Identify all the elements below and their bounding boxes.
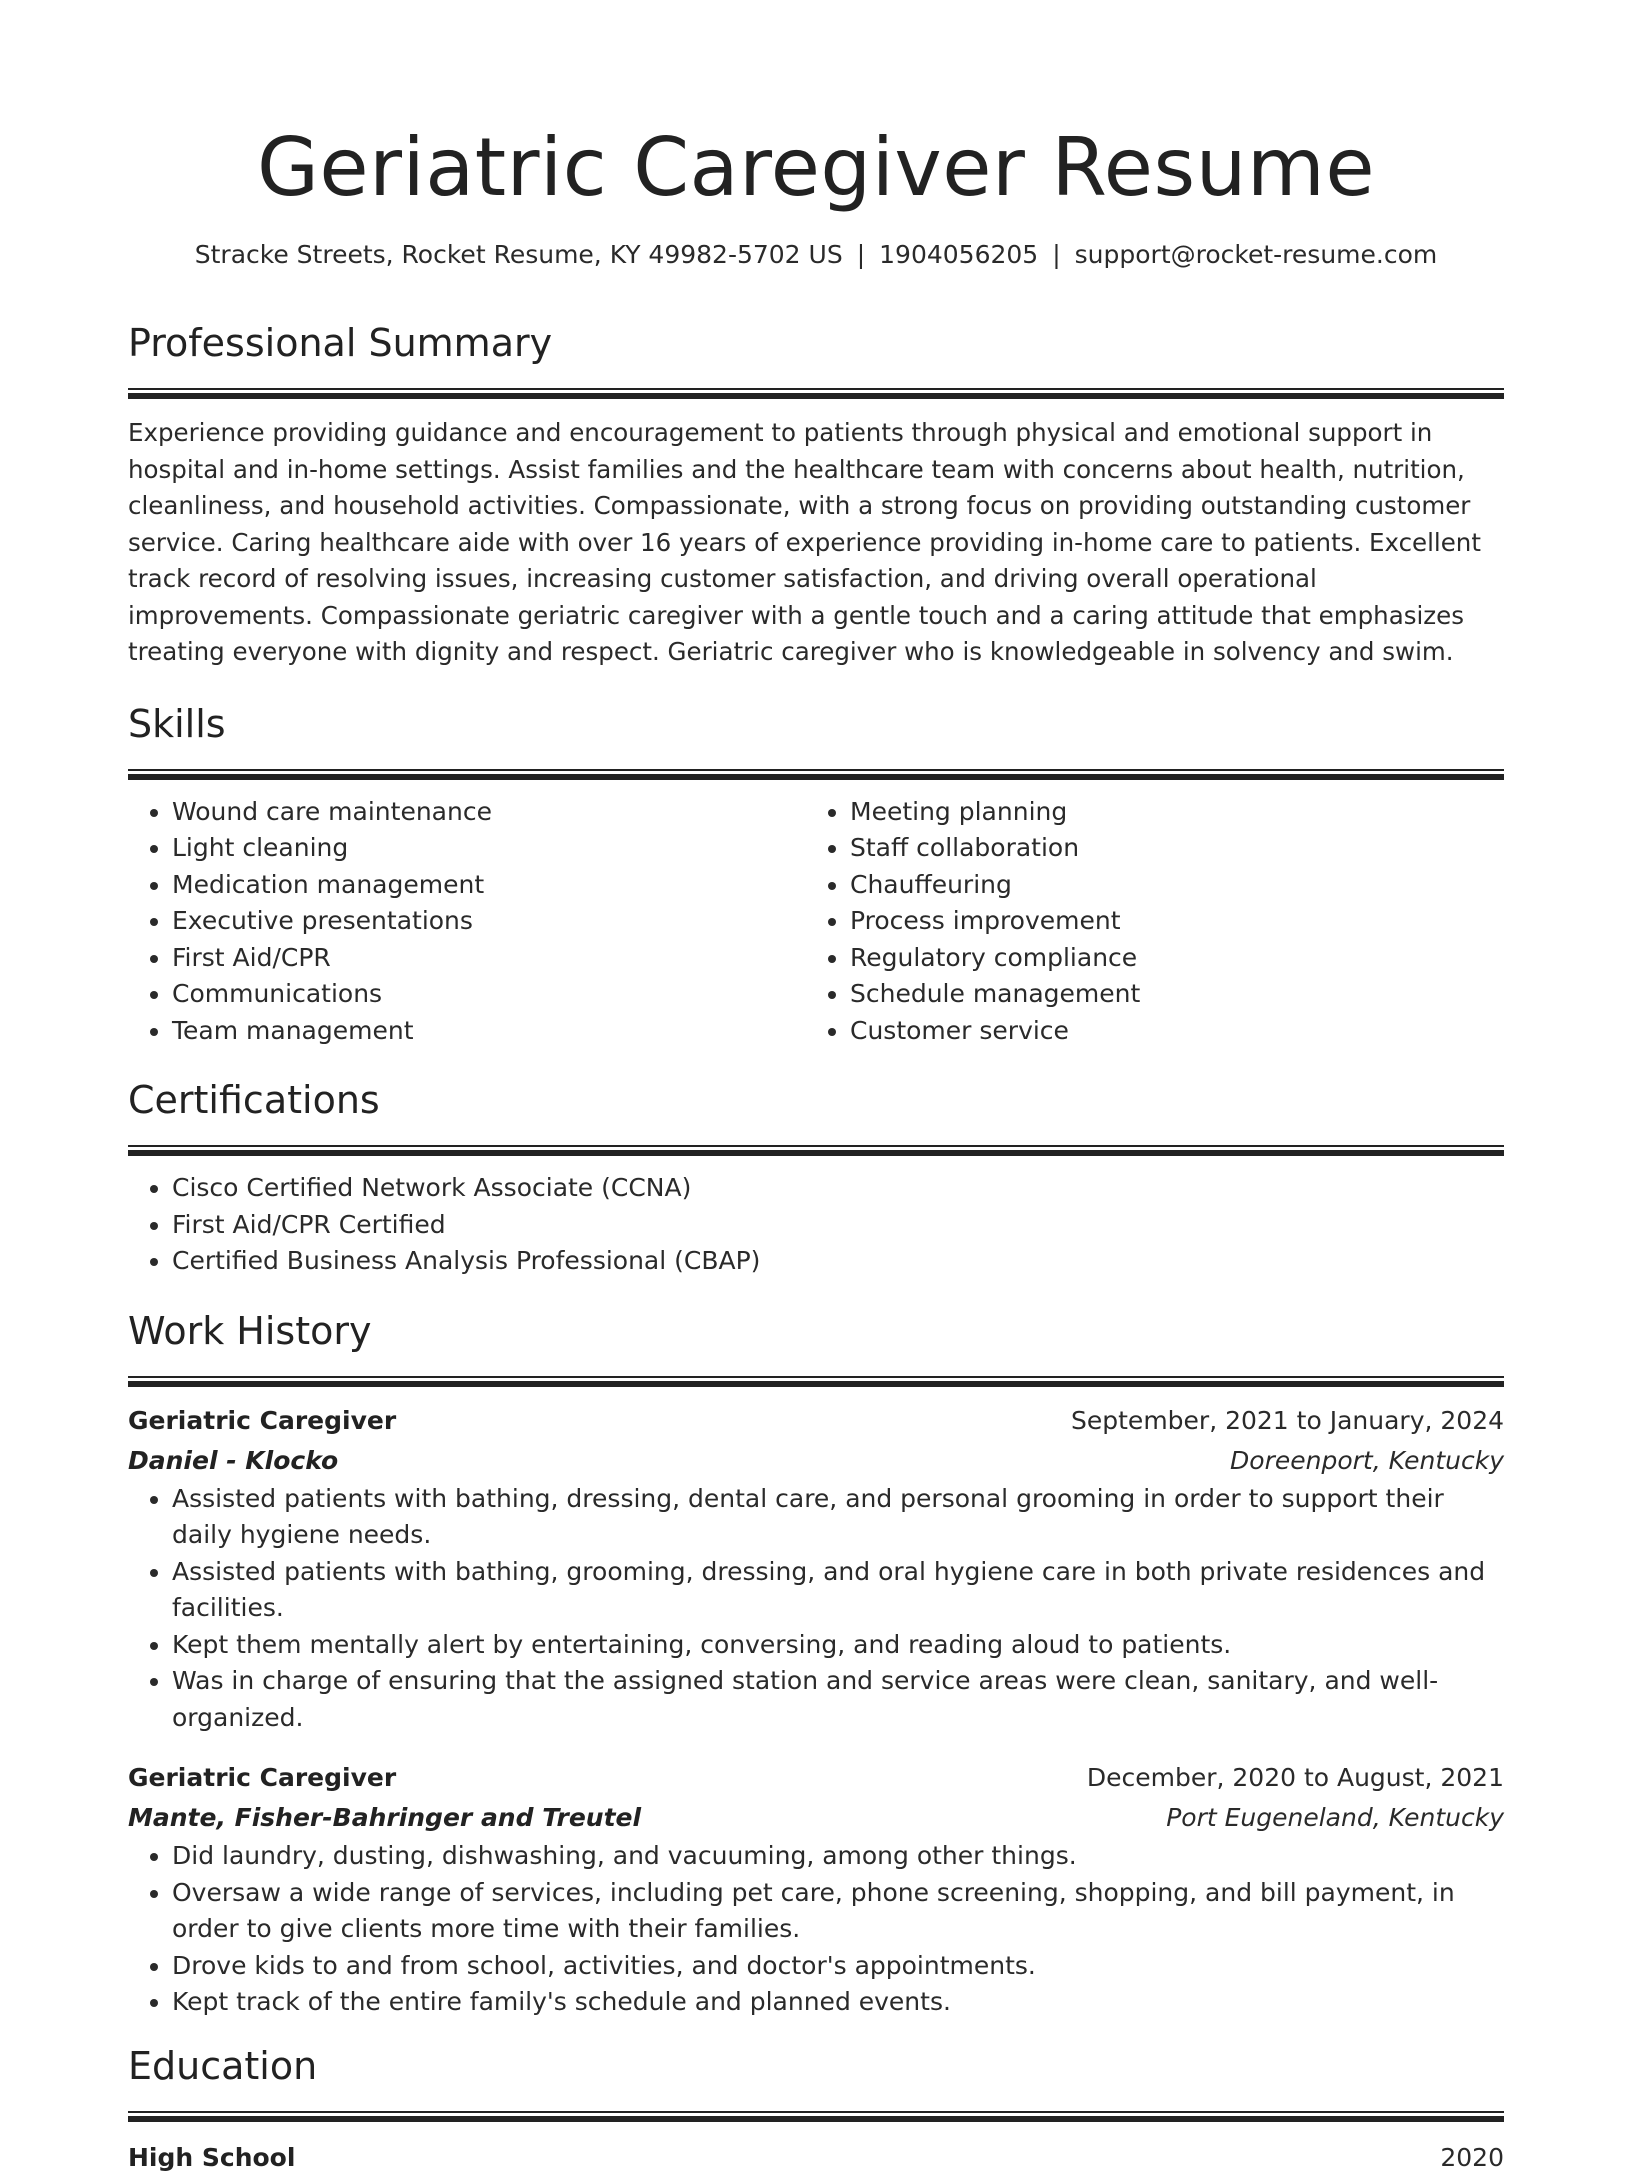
contact-email: support@rocket-resume.com [1074,240,1438,269]
job-bullet: • Oversaw a wide range of services, including pet care, phone screening, shopping, and bill payment, in order to give clients more time with their families. [172,1875,1504,1948]
skill-item: • Regulatory compliance [850,940,1484,977]
certifications-section [128,1077,1504,1280]
skill-item: • Chauffeuring [850,867,1484,904]
skill-item: • Schedule management [850,976,1484,1013]
skills-grid [128,794,1504,1050]
section-title-work-history: Work History [128,1308,372,1353]
section-divider [128,388,1504,399]
job-entry [128,1758,1504,2021]
job-bullet: • Assisted patients with bathing, grooming, dressing, and oral hygiene care in both private residences and facilities. [172,1554,1504,1627]
job-entry [128,1401,1504,1737]
job-location: Port Eugeneland, Kentucky [1166,1803,1504,1832]
resume-title: Geriatric Caregiver Resume [256,121,1376,214]
job-bullets [128,1481,1504,1737]
contact-phone: 1904056205 [879,240,1039,269]
certification-item: • First Aid/CPR Certified [172,1207,1504,1244]
job-company-row [128,1798,1504,1838]
section-title-summary: Professional Summary [128,321,553,365]
education-section [128,2043,1504,2178]
skill-item: • Process improvement [850,903,1484,940]
section-divider [128,1145,1504,1156]
education-row [128,2138,1504,2178]
job-location: Doreenport, Kentucky [1230,1445,1504,1475]
skill-item: • Customer service [850,1013,1484,1050]
section-divider [128,1376,1504,1387]
job-bullet: • Was in charge of ensuring that the assigned station and service areas were clean, sanitary, and well-organized. [172,1663,1504,1736]
section-title-skills: Skills [128,701,226,746]
skills-list-left [128,794,806,1050]
skill-item: • Medication management [172,867,806,904]
job-dates: December, 2020 to August, 2021 [1086,1763,1504,1792]
job-bullet: • Assisted patients with bathing, dressing, dental care, and personal grooming in order to support their daily hygiene needs. [172,1481,1504,1554]
contact-line [128,238,1504,272]
skill-item: • Executive presentations [172,903,806,940]
job-dates: September, 2021 to January, 2024 [1071,1405,1504,1435]
section-title-education: Education [128,2043,318,2088]
job-company: Daniel - Klocko [128,1445,339,1475]
contact-address: Stracke Streets, Rocket Resume, KY 49982-5702 US [194,240,843,269]
section-title-certifications: Certifications [128,1078,380,1122]
skills-column-left [128,794,806,1050]
skill-item: • Communications [172,976,806,1013]
job-header-row [128,1401,1504,1441]
skill-item: • First Aid/CPR [172,940,806,977]
certification-item: • Cisco Certified Network Associate (CCNA) [172,1170,1504,1207]
job-company-row [128,1441,1504,1481]
section-divider [128,769,1504,780]
skill-item: • Team management [172,1013,806,1050]
job-company: Mante, Fisher-Bahringer and Treutel [128,1803,642,1832]
contact-separator: | [1052,240,1061,269]
job-header-row [128,1758,1504,1798]
certifications-list [128,1170,1504,1280]
section-divider [128,2111,1504,2122]
job-bullets [128,1838,1504,2021]
skill-item: • Meeting planning [850,794,1484,831]
contact-separator: | [856,240,866,269]
skills-column-right [806,794,1484,1050]
summary-section [128,320,1504,671]
skill-item: • Staff collaboration [850,830,1484,867]
work-history-section [128,1308,1504,2021]
job-bullet: • Drove kids to and from school, activities, and doctor's appointments. [172,1948,1504,1985]
job-bullet: • Kept track of the entire family's schedule and planned events. [172,1984,1504,2021]
skill-item: • Wound care maintenance [172,794,806,831]
skill-item: • Light cleaning [172,830,806,867]
education-degree: High School [128,2142,296,2172]
job-bullet: • Kept them mentally alert by entertaining, conversing, and reading aloud to patients. [172,1627,1504,1664]
certification-item: • Certified Business Analysis Professional (CBAP) [172,1243,1504,1280]
education-year: 2020 [1440,2142,1504,2172]
job-title: Geriatric Caregiver [128,1763,397,1792]
summary-text: Experience providing guidance and encouragement to patients through physical and emotional support in hospital and in-home settings. Assist families and the healthcare team with concerns about health, nutrition, cleanliness, and household activities. Compassionate, with a strong focus on providing outstanding customer service. Caring healthcare aide with over 16 years of experience providing in-home care to patients. Excellent track record of resolving issues, increasing customer satisfaction, and driving overall operational improvements. Compassionate geriatric caregiver with a gentle touch and a caring attitude that emphasizes treating everyone with dignity and respect. Geriatric caregiver who is knowledgeable in solvency and swim. [128,418,1481,666]
job-title: Geriatric Caregiver [128,1405,397,1435]
skills-list-right [806,794,1484,1050]
skills-section [128,701,1504,1050]
job-bullet: • Did laundry, dusting, dishwashing, and vacuuming, among other things. [172,1838,1504,1875]
